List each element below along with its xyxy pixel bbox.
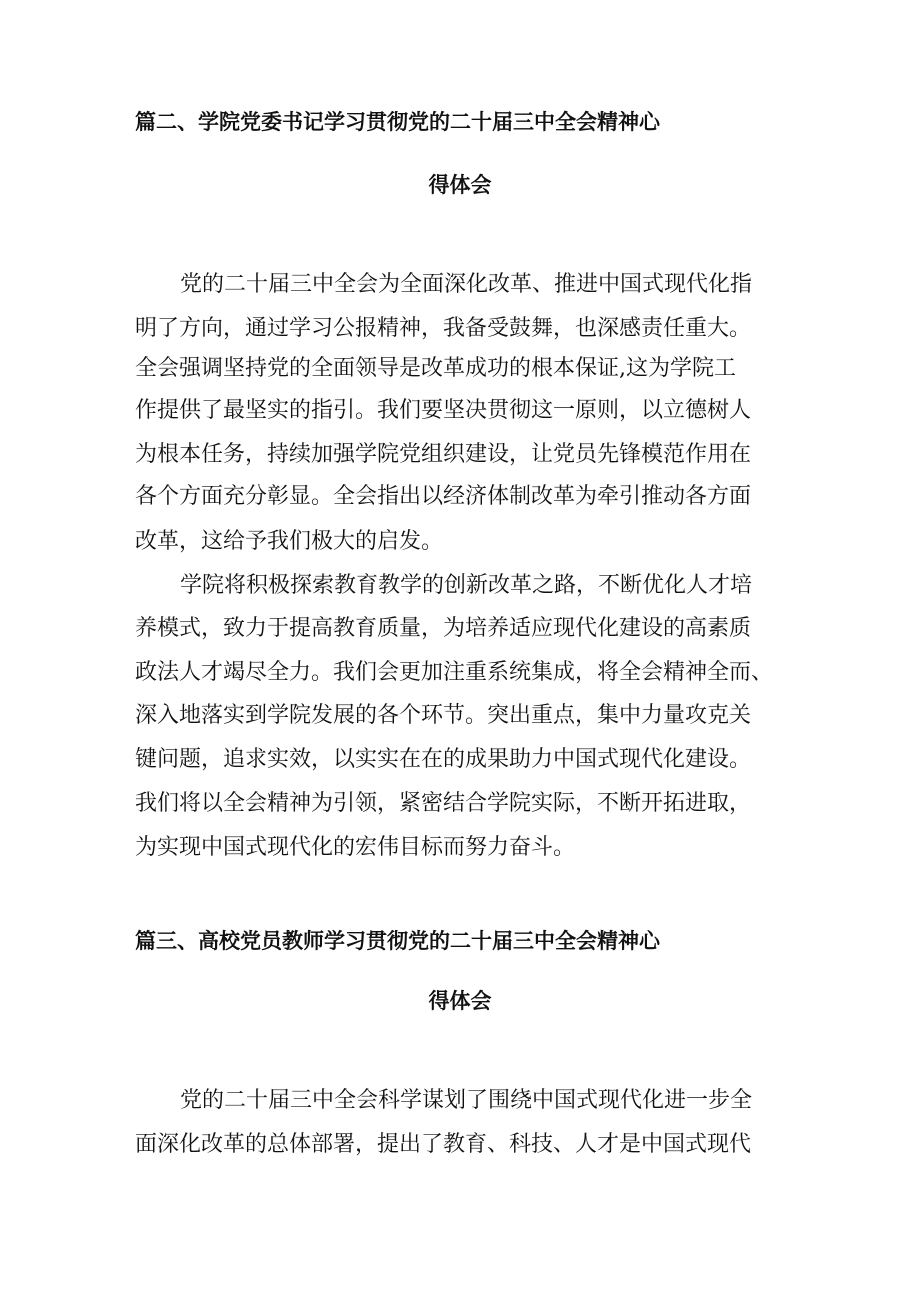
paragraph-line: 学院将积极探索教育教学的创新改革之路，不断优化人才培: [180, 573, 753, 598]
paragraph-line: 作提供了最坚实的指引。我们要坚决贯彻这一原则，以立德树人: [135, 398, 752, 423]
paragraph-line: 党的二十届三中全会科学谋划了围绕中国式现代化进一步全: [180, 1088, 753, 1113]
paragraph-line: 全会强调坚持党的全面领导是改革成功的根本保证,这为学院工: [135, 356, 736, 381]
paragraph-line: 为实现中国式现代化的宏伟目标而努力奋斗。: [135, 835, 576, 860]
section-3-title-continued: 得体会: [428, 988, 492, 1013]
paragraph-line: 键问题，追求实效，以实实在在的成果助力中国式现代化建设。: [135, 747, 752, 772]
section-3-title: 篇三、高校党员教师学习贯彻党的二十届三中全会精神心: [135, 928, 660, 953]
paragraph-line: 深入地落实到学院发展的各个环节。突出重点，集中力量攻克关: [135, 703, 752, 728]
paragraph-line: 我们将以全会精神为引领，紧密结合学院实际，不断开拓进取，: [135, 791, 752, 816]
paragraph-line: 为根本任务，持续加强学院党组织建设，让党员先锋模范作用在: [135, 442, 752, 467]
paragraph-line: 各个方面充分彰显。全会指出以经济体制改革为牵引推动各方面: [135, 484, 752, 509]
paragraph-line: 面深化改革的总体部署，提出了教育、科技、人才是中国式现代: [135, 1132, 752, 1157]
paragraph-line: 明了方向，通过学习公报精神，我备受鼓舞，也深感责任重大。: [135, 316, 752, 341]
paragraph-line: 政法人才竭尽全力。我们会更加注重系统集成，将全会精神全而、: [135, 660, 774, 685]
paragraph-line: 党的二十届三中全会为全面深化改革、推进中国式现代化指: [180, 272, 753, 297]
section-2-title: 篇二、学院党委书记学习贯彻党的二十届三中全会精神心: [135, 109, 660, 134]
paragraph-line: 改革，这给予我们极大的启发。: [135, 529, 444, 554]
paragraph-line: 养模式，致力于提高教育质量，为培养适应现代化建设的高素质: [135, 616, 752, 641]
section-2-title-continued: 得体会: [428, 172, 492, 197]
